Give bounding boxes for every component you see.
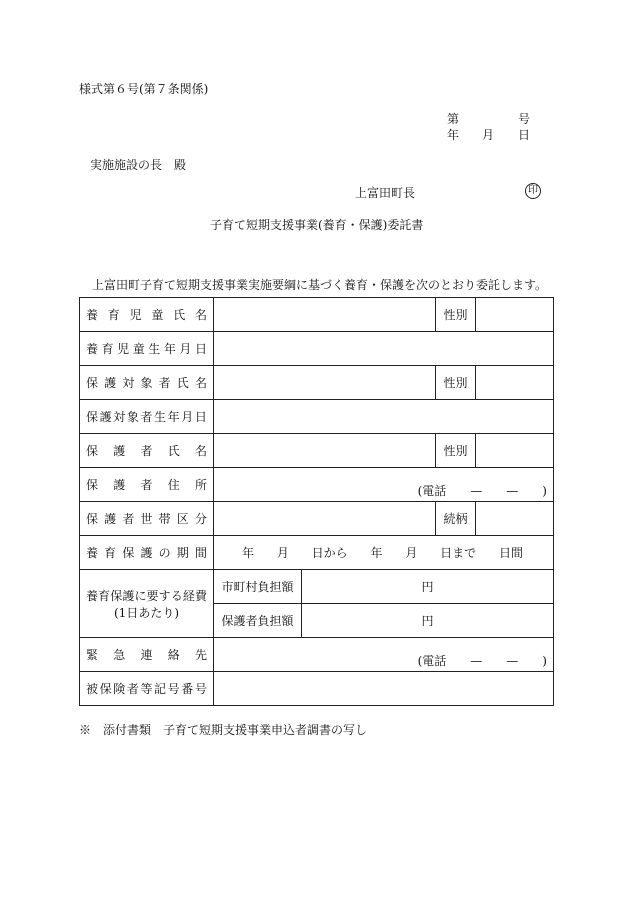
insurance-field[interactable] [214, 672, 554, 706]
cost-sub-label: (1日あたり) [114, 605, 179, 620]
period-days: 日間 [498, 546, 523, 560]
sex-label: 性別 [436, 298, 476, 332]
guardian-burden-field[interactable] [302, 604, 554, 638]
period-day-from: 日から [311, 546, 348, 560]
period-year-to: 年 [370, 546, 383, 560]
child-name-field[interactable] [214, 298, 436, 332]
table-row [80, 468, 554, 502]
subject-name-label: 保 護 対 象 者 氏 名 [86, 376, 207, 390]
emergency-field[interactable] [214, 638, 554, 672]
table-row [80, 502, 554, 536]
table-row [80, 638, 554, 672]
table-row [80, 536, 554, 570]
guardian-address-label: 保 護 者 住 所 [86, 478, 207, 492]
guardian-name-label: 保 護 者 氏 名 [86, 444, 207, 458]
label-cell [80, 672, 214, 706]
form-number: 様式第６号(第７条関係) [79, 82, 209, 96]
label-cell [80, 298, 214, 332]
label-cell [80, 638, 214, 672]
guardian-burden-label: 保護者負担額 [214, 604, 302, 638]
table-row [80, 434, 554, 468]
sex-label: 性別 [436, 366, 476, 400]
cost-label: 養 育 保 護 に 要 す る 経 費 [86, 588, 207, 603]
household-field[interactable] [214, 502, 436, 536]
seal-mark: 印 [525, 183, 541, 199]
label-cell [80, 366, 214, 400]
label-cell [80, 434, 214, 468]
table-row [80, 400, 554, 434]
footnote: ※ 添付書類 子育て短期支援事業申込者調書の写し [79, 723, 368, 737]
yen-unit: 円 [421, 614, 434, 628]
label-cell [80, 468, 214, 502]
table-row [80, 298, 554, 332]
phone-placeholder: (電話 — — ) [417, 654, 547, 668]
phone-placeholder: (電話 — — ) [417, 484, 547, 498]
label-cell [80, 502, 214, 536]
date-year-label: 年 [447, 128, 460, 142]
insurance-label: 被 保 険 者 等 記 号 番 号 [86, 682, 207, 696]
period-month-to: 月 [405, 546, 418, 560]
date-day-label: 日 [518, 128, 531, 142]
label-cell [80, 570, 214, 638]
period-month-from: 月 [276, 546, 289, 560]
child-dob-field[interactable] [214, 332, 554, 366]
issuer: 上富田町長 [355, 186, 416, 200]
household-label: 保 護 者 世 帯 区 分 [86, 512, 207, 526]
intro-text: 上富田町子育て短期支援事業実施要綱に基づく養育・保護を次のとおり委託します。 [92, 278, 548, 292]
guardian-sex-field[interactable] [476, 434, 554, 468]
guardian-address-field[interactable] [214, 468, 554, 502]
label-cell [80, 332, 214, 366]
label-cell [80, 536, 214, 570]
subject-sex-field[interactable] [476, 366, 554, 400]
emergency-label: 緊 急 連 絡 先 [86, 648, 207, 662]
subject-dob-label: 保 護 対 象 者 生 年 月 日 [86, 410, 207, 424]
period-label: 養 育 保 護 の 期 間 [86, 546, 207, 560]
period-day-to: 日まで [440, 546, 477, 560]
municipal-burden-label: 市町村負担額 [214, 570, 302, 604]
period-field[interactable] [214, 536, 554, 570]
number-label: 第 [447, 112, 460, 126]
relation-label: 続柄 [436, 502, 476, 536]
child-sex-field[interactable] [476, 298, 554, 332]
table-row [80, 570, 554, 604]
municipal-burden-field[interactable] [302, 570, 554, 604]
addressee: 実施施設の長 殿 [90, 158, 187, 172]
table-row [80, 332, 554, 366]
consignment-table [79, 297, 554, 706]
table-row [80, 672, 554, 706]
guardian-name-field[interactable] [214, 434, 436, 468]
document-title: 子育て短期支援事業(養育・保護)委託書 [210, 218, 424, 232]
table-row [80, 366, 554, 400]
sex-label: 性別 [436, 434, 476, 468]
subject-dob-field[interactable] [214, 400, 554, 434]
child-name-label: 養 育 児 童 氏 名 [86, 308, 207, 322]
label-cell [80, 400, 214, 434]
period-year-from: 年 [242, 546, 255, 560]
subject-name-field[interactable] [214, 366, 436, 400]
yen-unit: 円 [421, 580, 434, 594]
relation-field[interactable] [476, 502, 554, 536]
date-month-label: 月 [482, 128, 495, 142]
number-suffix: 号 [518, 112, 531, 126]
child-dob-label: 養 育 児 童 生 年 月 日 [86, 342, 207, 356]
